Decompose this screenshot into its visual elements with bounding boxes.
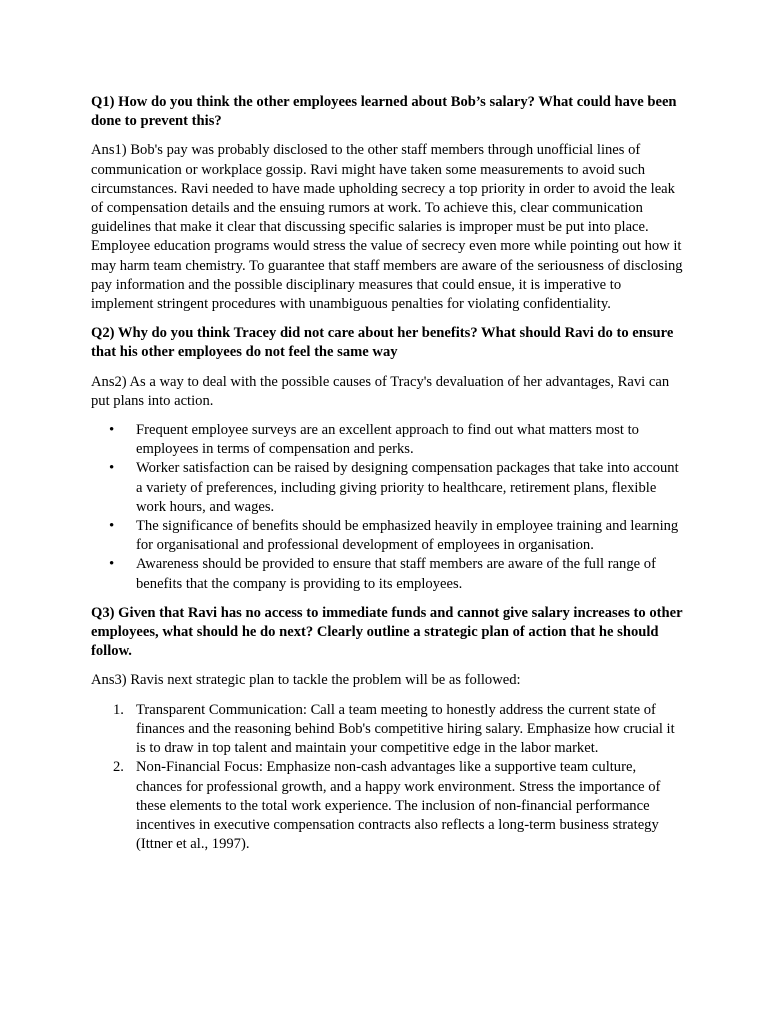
list-item: Non-Financial Focus: Emphasize non-cash advantages like a supportive team culture, chances for professional growth, and a happy work environment. Stress the importance of these elements to the total work experience. The inclusion of non-financial performance incentives in executive compensation contracts also reflects a long-term business strategy (Ittner et al., 1997).: [136, 759, 661, 853]
question-2: Q2) Why do you think Tracey did not care about her benefits? What should Ravi do to ensure that his other employees do not feel the same way: [91, 325, 674, 361]
list-item: • Worker satisfaction can be raised by designing compensation packages that take into account a variety of preferences, including giving priority to healthcare, retirement plans, flexible work hours, and wages.: [136, 459, 683, 517]
answer-3-intro: Ans3) Ravis next strategic plan to tackle the problem will be as followed:: [91, 672, 521, 689]
list-item: • Frequent employee surveys are an excellent approach to find out what matters most to employees in terms of compensation and perks.: [136, 421, 683, 459]
list-item: Transparent Communication: Call a team meeting to honestly address the current state of finances and the reasoning behind Bob's competitive hiring salary. Emphasize how crucial it is to draw in top talent and maintain your competitive edge in the labor market.: [136, 701, 675, 757]
answer-1: Ans1) Bob's pay was probably disclosed to the other staff members through unofficial lines of communication or workplace gossip. Ravi might have taken some measurements to avoid such circumstances. Ravi needed to have made upholding secrecy a top priority in order to avoid the leak of compensation details and the ensuing rumors at work. To achieve this, clear communication guidelines that make it clear that discussing specific salaries is improper must be put into place. Employee education programs would stress the value of secrecy even more while pointing out how it may harm team chemistry. To guarantee that staff members are aware of the seriousness of disclosing pay information and the possible disciplinary measures that could ensue, it is imperative to implement stringent procedures with unambiguous penalties for violating confidentiality.: [91, 142, 683, 313]
answer-2-bullet-list: [91, 421, 683, 594]
question-3: Q3) Given that Ravi has no access to immediate funds and cannot give salary increases to other employees, what should he do next? Clearly outline a strategic plan of action that he should follow.: [91, 604, 683, 660]
list-item: • Awareness should be provided to ensure that staff members are aware of the full range of benefits that the company is providing to its employees.: [136, 555, 683, 593]
answer-2-intro: Ans2) As a way to deal with the possible causes of Tracy's devaluation of her advantages, Ravi can put plans into action.: [91, 373, 670, 409]
question-1: Q1) How do you think the other employees learned about Bob’s salary? What could have been done to prevent this?: [91, 94, 677, 130]
list-item: • The significance of benefits should be emphasized heavily in employee training and learning for organisational and professional development of employees in organisation.: [136, 517, 683, 555]
document-page: [91, 93, 683, 864]
answer-3-numbered-list: [91, 701, 683, 855]
